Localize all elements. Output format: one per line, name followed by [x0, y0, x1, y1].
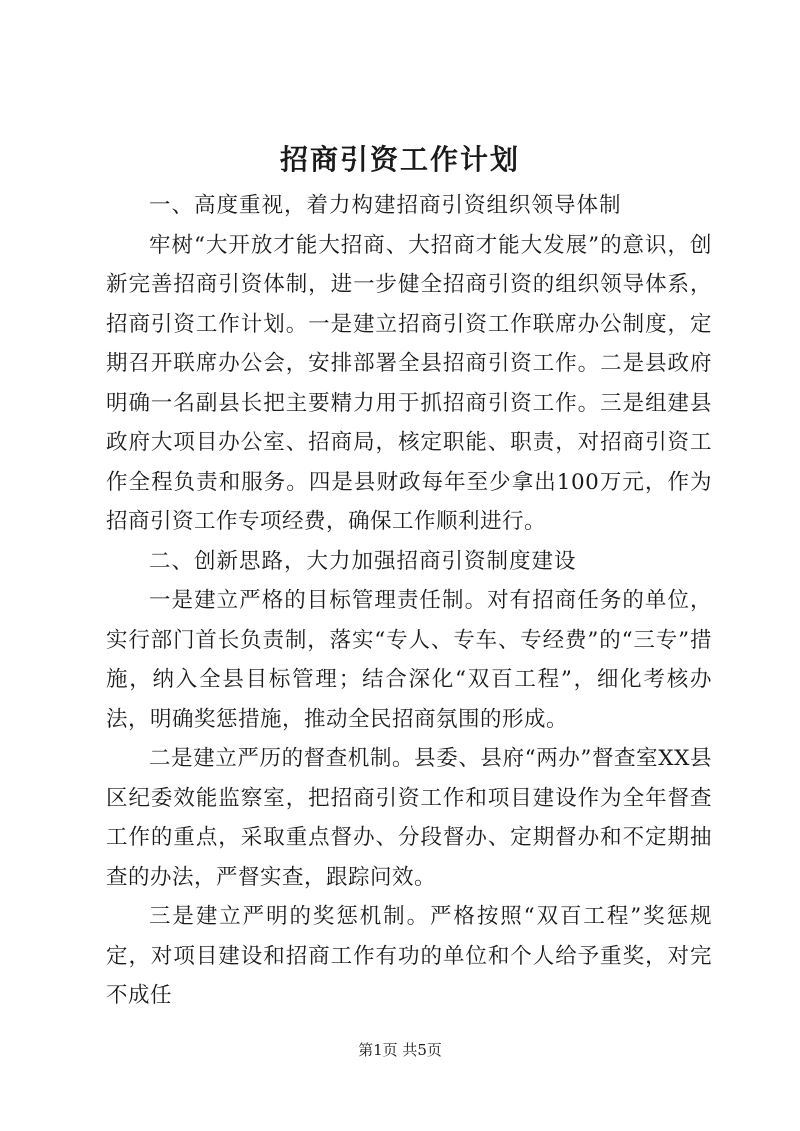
- page-footer: 第1页 共5页: [358, 1041, 442, 1059]
- paragraph: 三是建立严明的奖惩机制。严格按照“双百工程”奖惩规定，对项目建设和招商工作有功的单位和个人给予重奖，对完不成任: [106, 904, 712, 1008]
- document-title: 招商引资工作计划: [279, 143, 520, 176]
- paragraph: 牢树“大开放才能大招商、大招商才能大发展”的意识，创新完善招商引资体制，进一步健全招商引资的组织领导体系，招商引资工作计划。一是建立招商引资工作联席办公制度，定期召开联席办公会，安排部署全县招商引资工作。二是县政府明确一名副县长把主要精力用于抓招商引资工作。三是组建县政府大项目办公室、招商局，核定职能、职责，对招商引资工作全程负责和服务。四是县财政每年至少拿出100万元，作为招商引资工作专项经费，确保工作顺利进行。: [106, 232, 712, 534]
- section-heading-1: 一、高度重视，着力构建招商引资组织领导体制: [149, 193, 622, 218]
- section-heading-2: 二、创新思路，大力加强招商引资制度建设: [149, 548, 577, 574]
- paragraph: 一是建立严格的目标管理责任制。对有招商任务的单位，实行部门首长负责制，落实“专人、专车、专经费”的“三专”措施，纳入全县目标管理；结合深化“双百工程”，细化考核办法，明确奖惩措施，推动全民招商氛围的形成。: [106, 588, 712, 732]
- document-body: [106, 186, 712, 1016]
- paragraph: 二是建立严历的督查机制。县委、县府“两办”督查室XX县区纪委效能监察室，把招商引资工作和项目建设作为全年督查工作的重点，采取重点督办、分段督办、定期督办和不定期抽查的办法，严督实查，跟踪问效。: [106, 746, 712, 890]
